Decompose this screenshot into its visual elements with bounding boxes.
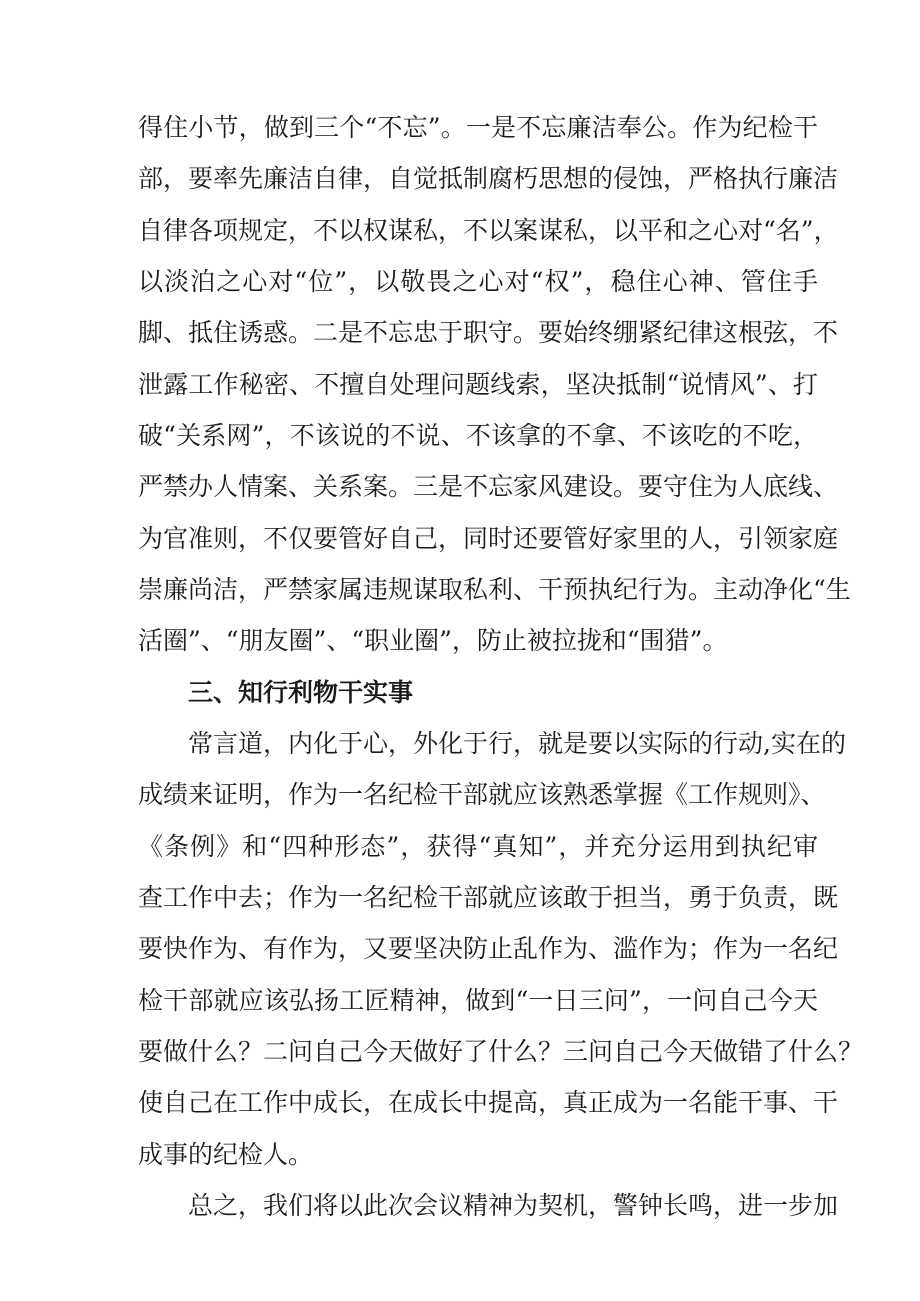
paragraph-2-line-4: 查工作中去；作为一名纪检干部就应该敢于担当，勇于负责，既 bbox=[138, 883, 839, 912]
paragraph-1-line-4: 以淡泊之心对“位”，以敬畏之心对“权”，稳住心神、管住手 bbox=[138, 267, 818, 296]
section-heading: 三、知行利物干实事 bbox=[188, 678, 414, 707]
paragraph-1-line-2: 部，要率先廉洁自律，自觉抵制腐朽思想的侵蚀，严格执行廉洁 bbox=[138, 164, 839, 193]
paragraph-2-line-9: 成事的纪检人。 bbox=[138, 1140, 314, 1169]
paragraph-1-line-10: 崇廉尚洁，严禁家属违规谋取私利、干预执纪行为。主动净化“生 bbox=[138, 575, 851, 604]
paragraph-1-line-9: 为官准则，不仅要管好自己，同时还要管好家里的人，引领家庭 bbox=[138, 524, 839, 553]
paragraph-3-line-1: 总之，我们将以此次会议精神为契机，警钟长鸣，进一步加 bbox=[188, 1191, 839, 1220]
paragraph-1-line-6: 泄露工作秘密、不擅自处理问题线索，坚决抵制“说情风”、打 bbox=[138, 370, 818, 399]
paragraph-1-line-11: 活圈”、“朋友圈”、“职业圈”，防止被拉拢和“围猎”。 bbox=[138, 626, 728, 655]
paragraph-1-line-8: 严禁办人情案、关系案。三是不忘家风建设。要守住为人底线、 bbox=[138, 472, 839, 501]
paragraph-1-line-3: 自律各项规定，不以权谋私，不以案谋私，以平和之心对“名”， bbox=[138, 216, 839, 245]
paragraph-2-line-2: 成绩来证明，作为一名纪检干部就应该熟悉掌握《工作规则》、 bbox=[138, 780, 826, 809]
paragraph-2-line-7: 要做什么？二问自己今天做好了什么？三问自己今天做错了什么？ bbox=[138, 1037, 864, 1066]
paragraph-2-line-1: 常言道，内化于心，外化于行，就是要以实际的行动,实在的 bbox=[188, 729, 846, 758]
paragraph-1-line-7: 破“关系网”，不该说的不说、不该拿的不拿、不该吃的不吃， bbox=[138, 421, 818, 450]
paragraph-2-line-3: 《条例》和“四种形态”，获得“真知”，并充分运用到执纪审 bbox=[138, 832, 818, 861]
paragraph-2-line-8: 使自己在工作中成长，在成长中提高，真正成为一名能干事、干 bbox=[138, 1088, 839, 1117]
paragraph-2-line-6: 检干部就应该弘扬工匠精神，做到“一日三问”，一问自己今天 bbox=[138, 986, 818, 1015]
paragraph-1-line-5: 脚、抵住诱惑。二是不忘忠于职守。要始终绷紧纪律这根弦，不 bbox=[138, 318, 839, 347]
paragraph-1-line-1: 得住小节，做到三个“不忘”。一是不忘廉洁奉公。作为纪检干 bbox=[138, 113, 818, 142]
paragraph-2-line-5: 要快作为、有作为，又要坚决防止乱作为、滥作为；作为一名纪 bbox=[138, 934, 839, 963]
